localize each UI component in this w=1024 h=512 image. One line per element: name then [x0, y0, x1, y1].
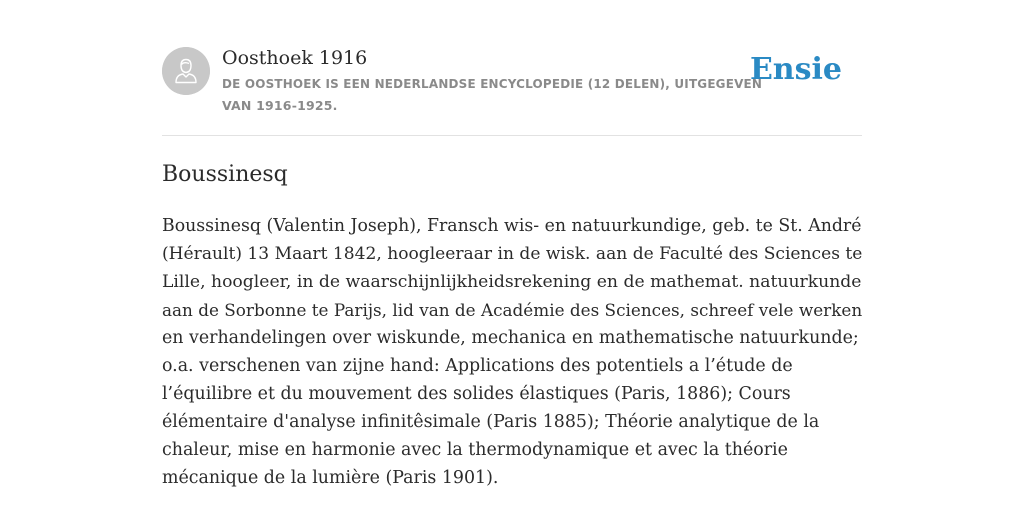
source-header [162, 46, 862, 136]
page [162, 0, 862, 512]
entry-body-line: mécanique de la lumière (Paris 1901). [162, 468, 499, 488]
user-placeholder-icon [162, 47, 210, 95]
avatar[interactable] [162, 47, 210, 95]
entry-body-line: aan de Sorbonne te Parijs, lid van de Académie des Sciences, schreef vele werken [162, 300, 863, 320]
entry-body-line: l’équilibre et du mouvement des solides élastiques (Paris, 1886); Cours [162, 384, 791, 404]
entry-body-line: o.a. verschenen van zijne hand: Applications des potentiels a l’étude de [162, 356, 793, 376]
source-info [222, 46, 762, 117]
entry-title: Boussinesq [162, 162, 288, 187]
source-description-line: DE OOSTHOEK IS EEN NEDERLANDSE ENCYCLOPEDIE (12 DELEN), UITGEGEVEN [222, 77, 763, 91]
entry-body-line: Lille, hoogleer, in de waarschijnlijkheidsrekening en de mathemat. natuurkunde [162, 272, 862, 292]
source-description-line: VAN 1916-1925. [222, 98, 338, 113]
entry-body [162, 212, 862, 492]
divider [162, 135, 862, 136]
ensie-logo[interactable]: Ensie [749, 52, 842, 87]
entry-body-line: élémentaire d'analyse infinitêsimale (Paris 1885); Théorie analytique de la [162, 412, 820, 432]
entry-body-line: (Hérault) 13 Maart 1842, hoogleeraar in de wisk. aan de Faculté des Sciences te [162, 244, 863, 264]
source-description [222, 73, 762, 117]
entry-body-line: en verhandelingen over wiskunde, mechanica en mathematische natuurkunde; [162, 328, 859, 348]
entry-body-line: chaleur, mise en harmonie avec la thermodynamique et avec la théorie [162, 440, 788, 460]
source-title[interactable]: Oosthoek 1916 [222, 47, 368, 69]
entry-body-line: Boussinesq (Valentin Joseph), Fransch wis- en natuurkundige, geb. te St. André [162, 216, 862, 236]
